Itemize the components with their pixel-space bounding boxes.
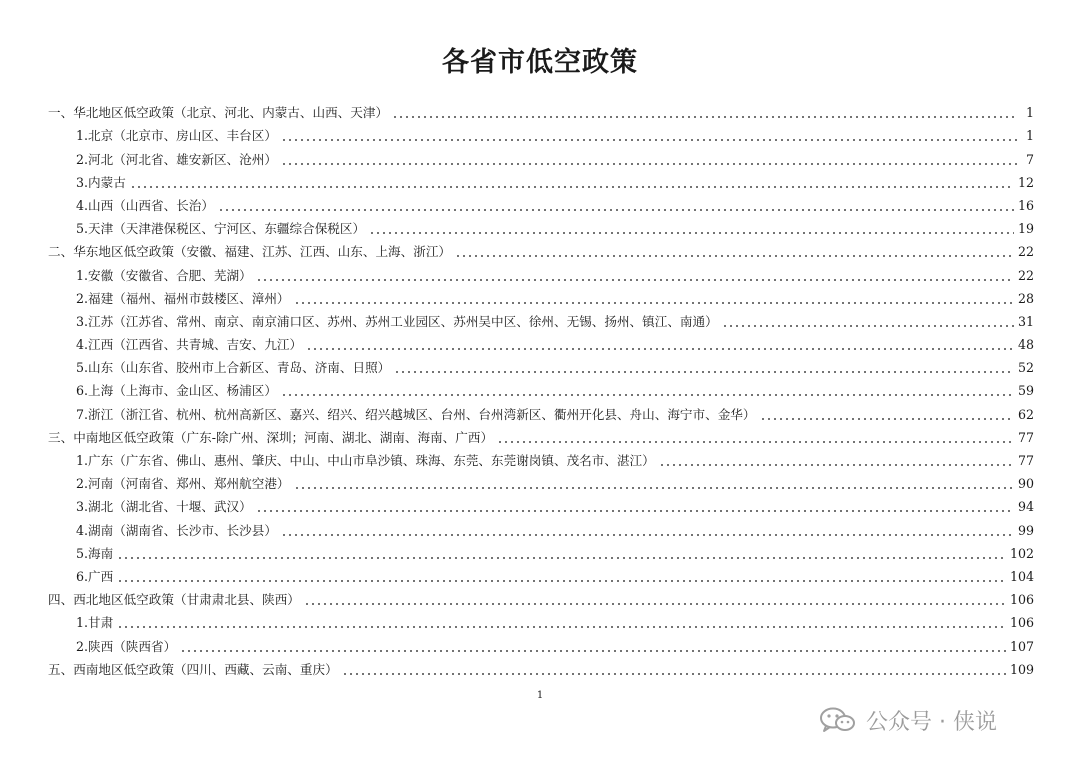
toc-entry-label: 1.北京（北京市、房山区、丰台区） bbox=[76, 128, 277, 144]
toc-entry-label: 1.安徽（安徽省、合肥、芜湖） bbox=[76, 267, 252, 283]
toc-entry-label: 二、华东地区低空政策（安徽、福建、江苏、江西、山东、上海、浙江） bbox=[48, 244, 451, 260]
toc-entry-page: 104 bbox=[1009, 568, 1034, 584]
toc-entry-page: 77 bbox=[1017, 429, 1034, 445]
toc-section-entry[interactable] bbox=[48, 655, 1034, 678]
toc-entry-page: 19 bbox=[1017, 221, 1034, 237]
toc-subsection-entry[interactable] bbox=[48, 144, 1034, 167]
toc-subsection-entry[interactable] bbox=[48, 191, 1034, 214]
toc-entry-page: 52 bbox=[1017, 360, 1034, 376]
dot-leader bbox=[117, 626, 1006, 628]
toc-entry-label: 4.湖南（湖南省、长沙市、长沙县） bbox=[76, 522, 277, 538]
toc-subsection-entry[interactable] bbox=[48, 307, 1034, 330]
toc-entry-label: 三、中南地区低空政策（广东-除广州、深圳；河南、湖北、湖南、海南、广西） bbox=[48, 429, 494, 445]
toc-entry-page: 107 bbox=[1009, 638, 1034, 654]
toc-subsection-entry[interactable] bbox=[48, 446, 1034, 469]
toc-entry-label: 7.浙江（浙江省、杭州、杭州高新区、嘉兴、绍兴、绍兴越城区、台州、台州湾新区、衢州开化县、舟山、海宁市、金华） bbox=[76, 406, 756, 422]
toc-section-entry[interactable] bbox=[48, 98, 1034, 121]
dot-leader bbox=[369, 232, 1014, 234]
toc-subsection-entry[interactable] bbox=[48, 608, 1034, 631]
toc-entry-label: 2.河南（河南省、郑州、郑州航空港） bbox=[76, 476, 290, 492]
toc-entry-page: 12 bbox=[1017, 174, 1034, 190]
table-of-contents bbox=[48, 98, 1034, 678]
toc-subsection-entry[interactable] bbox=[48, 562, 1034, 585]
toc-subsection-entry[interactable] bbox=[48, 353, 1034, 376]
dot-leader bbox=[294, 487, 1014, 489]
toc-entry-label: 2.福建（福州、福州市鼓楼区、漳州） bbox=[76, 290, 290, 306]
dot-leader bbox=[306, 348, 1014, 350]
toc-subsection-entry[interactable] bbox=[48, 168, 1034, 191]
toc-subsection-entry[interactable] bbox=[48, 469, 1034, 492]
toc-entry-label: 2.陕西（陕西省） bbox=[76, 638, 177, 654]
dot-leader bbox=[281, 139, 1018, 141]
toc-entry-label: 5.山东（山东省、胶州市上合新区、青岛、济南、日照） bbox=[76, 360, 391, 376]
toc-entry-page: 106 bbox=[1009, 615, 1034, 631]
toc-entry-page: 28 bbox=[1017, 290, 1034, 306]
toc-entry-label: 1.广东（广东省、佛山、惠州、肇庆、中山、中山市阜沙镇、珠海、东莞、东莞谢岗镇、茂名市、湛江） bbox=[76, 453, 655, 468]
toc-subsection-entry[interactable] bbox=[48, 284, 1034, 307]
toc-entry-label: 5.天津（天津港保税区、宁河区、东疆综合保税区） bbox=[76, 221, 366, 237]
dot-leader bbox=[497, 441, 1014, 443]
dot-leader bbox=[117, 580, 1006, 582]
toc-entry-label: 4.江西（江西省、共青城、吉安、九江） bbox=[76, 337, 303, 353]
toc-entry-label: 五、西南地区低空政策（四川、西藏、云南、重庆） bbox=[48, 661, 338, 677]
toc-subsection-entry[interactable] bbox=[48, 376, 1034, 399]
toc-subsection-entry[interactable] bbox=[48, 260, 1034, 283]
toc-entry-label: 一、华北地区低空政策（北京、河北、内蒙古、山西、天津） bbox=[48, 105, 389, 121]
toc-entry-label: 6.广西 bbox=[76, 568, 114, 584]
toc-entry-label: 四、西北地区低空政策（甘肃肃北县、陕西） bbox=[48, 592, 300, 608]
toc-subsection-entry[interactable] bbox=[48, 492, 1034, 515]
toc-entry-page: 16 bbox=[1017, 197, 1034, 213]
dot-leader bbox=[117, 557, 1006, 559]
page-number: 1 bbox=[536, 690, 544, 701]
toc-entry-page: 106 bbox=[1009, 592, 1034, 608]
dot-leader bbox=[294, 302, 1014, 304]
wechat-icon bbox=[818, 706, 858, 734]
dot-leader bbox=[281, 534, 1014, 536]
toc-subsection-entry[interactable] bbox=[48, 539, 1034, 562]
toc-subsection-entry[interactable] bbox=[48, 121, 1034, 144]
toc-entry-label: 1.甘肃 bbox=[76, 615, 114, 631]
toc-section-entry[interactable] bbox=[48, 237, 1034, 260]
toc-entry-page: 59 bbox=[1017, 383, 1034, 399]
toc-entry-page: 22 bbox=[1017, 244, 1034, 260]
toc-entry-label: 3.内蒙古 bbox=[76, 174, 126, 190]
dot-leader bbox=[130, 186, 1014, 188]
dot-leader bbox=[392, 116, 1018, 118]
toc-entry-page: 94 bbox=[1017, 499, 1034, 515]
dot-leader bbox=[256, 279, 1014, 281]
toc-entry-label: 6.上海（上海市、金山区、杨浦区） bbox=[76, 383, 277, 399]
watermark-text: 公众号 · 侠说 bbox=[866, 709, 997, 735]
dot-leader bbox=[218, 209, 1014, 211]
toc-subsection-entry[interactable] bbox=[48, 631, 1034, 654]
toc-subsection-entry[interactable] bbox=[48, 330, 1034, 353]
toc-section-entry[interactable] bbox=[48, 423, 1034, 446]
toc-entry-page: 7 bbox=[1025, 151, 1034, 167]
toc-entry-label: 2.河北（河北省、雄安新区、沧州） bbox=[76, 151, 277, 167]
dot-leader bbox=[304, 603, 1006, 605]
toc-entry-label: 4.山西（山西省、长治） bbox=[76, 197, 214, 213]
toc-entry-page: 22 bbox=[1017, 267, 1034, 283]
toc-entry-label: 3.江苏（江苏省、常州、南京、南京浦口区、苏州、苏州工业园区、苏州吴中区、徐州、无锡、扬州、镇江、南通） bbox=[76, 313, 718, 329]
toc-entry-page: 48 bbox=[1017, 337, 1034, 353]
toc-subsection-entry[interactable] bbox=[48, 399, 1034, 422]
document-title: 各省市低空政策 bbox=[442, 47, 638, 78]
toc-entry-page: 1 bbox=[1025, 105, 1034, 121]
toc-entry-page: 31 bbox=[1017, 313, 1034, 329]
dot-leader bbox=[342, 673, 1006, 675]
toc-entry-page: 102 bbox=[1009, 545, 1034, 561]
toc-subsection-entry[interactable] bbox=[48, 214, 1034, 237]
toc-subsection-entry[interactable] bbox=[48, 515, 1034, 538]
toc-entry-page: 77 bbox=[1017, 453, 1034, 468]
toc-entry-page: 109 bbox=[1009, 661, 1034, 677]
dot-leader bbox=[455, 255, 1014, 257]
dot-leader bbox=[180, 650, 1006, 652]
watermark bbox=[818, 704, 997, 736]
dot-leader bbox=[281, 163, 1018, 165]
toc-section-entry[interactable] bbox=[48, 585, 1034, 608]
toc-entry-page: 1 bbox=[1025, 128, 1034, 144]
dot-leader bbox=[256, 510, 1014, 512]
toc-entry-page: 90 bbox=[1017, 476, 1034, 492]
toc-entry-label: 5.海南 bbox=[76, 545, 114, 561]
dot-leader bbox=[394, 371, 1014, 373]
dot-leader bbox=[760, 418, 1014, 420]
toc-entry-page: 62 bbox=[1017, 406, 1034, 422]
toc-entry-page: 99 bbox=[1017, 522, 1034, 538]
dot-leader bbox=[281, 394, 1014, 396]
dot-leader bbox=[722, 325, 1014, 327]
dot-leader bbox=[659, 464, 1014, 466]
toc-entry-label: 3.湖北（湖北省、十堰、武汉） bbox=[76, 499, 252, 515]
